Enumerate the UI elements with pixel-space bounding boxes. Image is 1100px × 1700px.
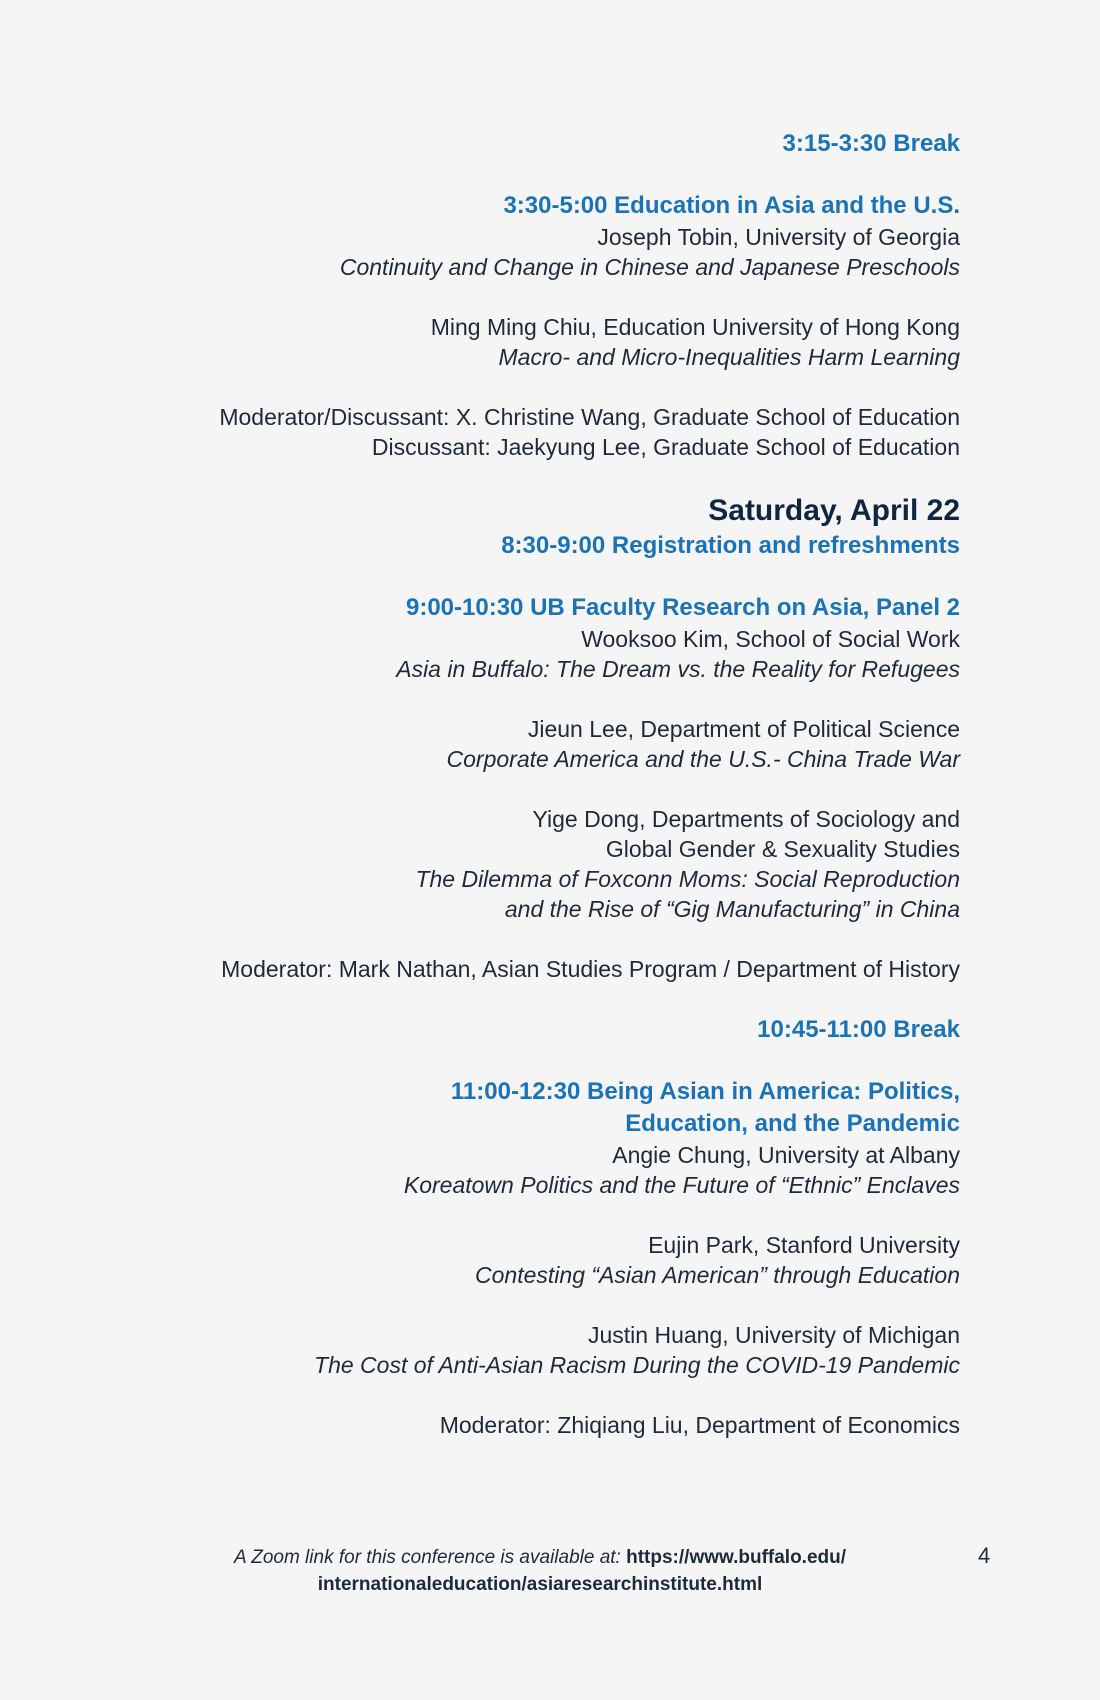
presentation-title: The Cost of Anti-Asian Racism During the COVID-19 Pandemic [314,1352,960,1378]
presenter-name: Angie Chung, University at Albany [612,1142,960,1168]
break-heading: 3:15-3:30 Break [782,130,960,157]
session-title: 3:30-5:00 Education in Asia and the U.S. [503,192,960,219]
zoom-link-note [150,1544,930,1598]
day-heading: Saturday, April 22 [708,494,960,527]
presenter-name: Ming Ming Chiu, Education University of Hong Kong [430,314,960,340]
presentation-title-cont: and the Rise of “Gig Manufacturing” in China [504,896,960,922]
session-title: 9:00-10:30 UB Faculty Research on Asia, Panel 2 [405,594,960,621]
session-title: 11:00-12:30 Being Asian in America: Politics, [450,1078,960,1105]
presenter-name: Wooksoo Kim, School of Social Work [581,626,960,652]
presentation-title: Continuity and Change in Chinese and Japanese Preschools [339,254,960,280]
presenter-name: Eujin Park, Stanford University [648,1232,960,1258]
presentation-title: Koreatown Politics and the Future of “Ethnic” Enclaves [403,1172,960,1198]
zoom-url[interactable]: https://www.buffalo.edu/ [626,1547,847,1568]
presentation-title: The Dilemma of Foxconn Moms: Social Reproduction [415,866,960,892]
zoom-note-text: A Zoom link for this conference is available at: [233,1547,621,1568]
presentation-title: Asia in Buffalo: The Dream vs. the Reality for Refugees [396,656,960,682]
registration-heading: 8:30-9:00 Registration and refreshments [501,532,960,559]
moderator: Moderator/Discussant: X. Christine Wang, Graduate School of Education [219,404,960,430]
page-number: 4 [978,1543,991,1568]
session-panel-2 [100,592,960,984]
presenter-name: Joseph Tobin, University of Georgia [597,224,960,250]
presenter-name: Yige Dong, Departments of Sociology and [532,806,960,832]
presentation-title: Contesting “Asian American” through Education [475,1262,960,1288]
presentation-title: Corporate America and the U.S.- China Trade War [446,746,960,772]
session-title-cont: Education, and the Pandemic [625,1110,960,1137]
session-education [100,190,960,462]
moderator: Moderator: Mark Nathan, Asian Studies Program / Department of History [221,956,960,982]
zoom-url-cont[interactable]: internationaleducation/asiaresearchinstitute.html [317,1574,763,1595]
presentation-title: Macro- and Micro-Inequalities Harm Learning [498,344,960,370]
session-asian-america [100,1076,960,1440]
moderator: Moderator: Zhiqiang Liu, Department of Economics [439,1412,960,1438]
schedule-column [100,128,960,1440]
discussant: Discussant: Jaekyung Lee, Graduate School of Education [371,434,960,460]
break-heading: 10:45-11:00 Break [757,1016,960,1043]
presenter-name: Jieun Lee, Department of Political Science [527,716,960,742]
presenter-name: Justin Huang, University of Michigan [588,1322,960,1348]
presenter-affiliation: Global Gender & Sexuality Studies [605,836,960,862]
